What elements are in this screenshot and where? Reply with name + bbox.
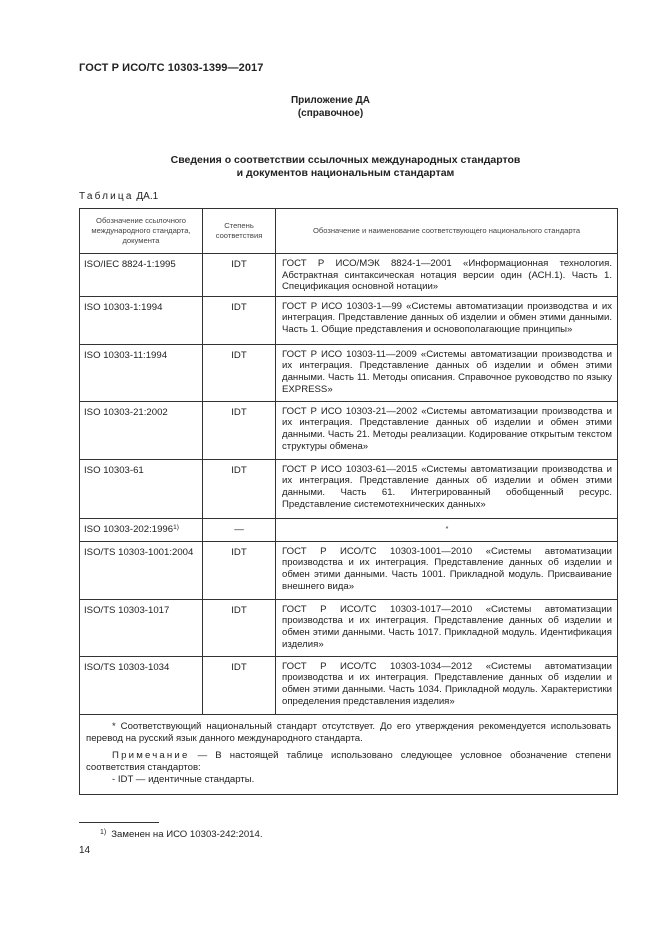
page-number: 14 (79, 845, 91, 856)
cell-reference: ISO 10303-21:2002 (80, 401, 203, 459)
header-degree: Степень соответствия (203, 209, 276, 254)
heading-line-2: и документов национальным стандартам (236, 167, 455, 179)
annex-title-block (0, 94, 661, 120)
cell-degree: IDT (203, 254, 276, 297)
note-text: — В настоящей таблице использовано следующее условное обозначение степени соответствия стандартов: (86, 750, 611, 774)
cell-degree: IDT (203, 296, 276, 344)
cell-national: ГОСТ Р ИСО 10303-11—2009 «Системы автоматизации производства и их интеграция. Представление данных об изделии и обмен этими данными. Часть 11. Методы описания. Справочное руководство по языку EXPRESS» (276, 344, 618, 401)
cell-national: ГОСТ Р ИСО 10303-61—2015 «Системы автоматизации производства и их интеграция. Представление данных об изделии и обмен этими данными. Часть 61. Интегрированный обобщенный ресурс. Представление системотехнических данных» (276, 459, 618, 518)
footnote-mark: 1) (100, 829, 107, 836)
cell-reference: ISO/TS 10303-1017 (80, 599, 203, 656)
cell-national: ГОСТ Р ИСО/ТС 10303-1017—2010 «Системы автоматизации производства и их интеграция. Представление данных об изделии и обмен этими данными. Часть 1017. Прикладной модуль. Идентификация изделия» (276, 599, 618, 656)
note-paragraph (86, 750, 611, 774)
header-reference: Обозначение ссылочного международного стандарта, документа (80, 209, 203, 254)
annex-title: Приложение ДА (290, 95, 371, 106)
correspondence-table (79, 208, 618, 795)
cell-reference: ISO/TS 10303-1001:2004 (80, 541, 203, 599)
cell-degree: IDT (203, 401, 276, 459)
table-caption (79, 191, 158, 202)
cell-reference-text: ISO 10303-202:1996 (84, 523, 174, 535)
asterisk-note: * Соответствующий национальный стандарт отсутствует. До его утверждения рекомендуется использовать перевод на русский язык данного международного стандарта. (86, 720, 611, 744)
cell-national: ГОСТ Р ИСО/МЭК 8824-1—2001 «Информационная технология. Абстрактная синтаксическая нотация версии один (АСН.1). Часть 1. Спецификация основной нотации» (276, 254, 618, 297)
footnote-text: Заменен на ИСО 10303-242:2014. (111, 829, 263, 840)
table-notes (80, 714, 618, 794)
footnote (79, 829, 263, 840)
table-caption-word: Таблица (79, 191, 134, 202)
table-row (80, 401, 618, 459)
cell-national (276, 518, 618, 541)
cell-national: ГОСТ Р ИСО/ТС 10303-1001—2010 «Системы автоматизации производства и их интеграция. Представление данных об изделии и обмен этими данными. Часть 1001. Прикладной модуль. Присваивание внешнего вида» (276, 541, 618, 599)
cell-national: ГОСТ Р ИСО 10303-21—2002 «Системы автоматизации производства и их интеграция. Представление данных об изделии и обмен этими данными. Часть 21. Методы реализации. Кодирование открытым текстом структуры обмена» (276, 401, 618, 459)
idt-definition: - IDT — идентичные стандарты. (112, 773, 255, 785)
table-row (80, 344, 618, 401)
cell-reference: ISO/TS 10303-1034 (80, 656, 203, 714)
table-row (80, 541, 618, 599)
cell-national: ГОСТ Р ИСО/ТС 10303-1034—2012 «Системы автоматизации производства и их интеграция. Представление данных об изделии и обмен этими данными. Часть 1034. Прикладной модуль. Характеристики определения представления изделия» (276, 656, 618, 714)
table-row (80, 296, 618, 344)
header-national: Обозначение и наименование соответствующего национального стандарта (276, 209, 618, 254)
cell-degree: IDT (203, 344, 276, 401)
cell-reference: ISO 10303-61 (80, 459, 203, 518)
table-row (80, 254, 618, 297)
table-row (80, 518, 618, 541)
table-notes-row (80, 714, 618, 794)
table-header-row (80, 209, 618, 254)
footnote-divider (79, 822, 159, 823)
asterisk-marker: * (445, 525, 449, 533)
cell-reference: ISO/IEC 8824-1:1995 (80, 254, 203, 297)
table-row (80, 459, 618, 518)
cell-national: ГОСТ Р ИСО 10303-1—99 «Системы автоматизации производства и их интеграция. Представление данных об изделии и обмен этими данными. Часть 1. Общие представления и основополагающие принципы» (276, 296, 618, 344)
table-row (80, 656, 618, 714)
cell-reference (80, 518, 203, 541)
cell-reference: ISO 10303-11:1994 (80, 344, 203, 401)
table-row (80, 599, 618, 656)
cell-degree: IDT (203, 656, 276, 714)
annex-type: (справочное) (297, 108, 364, 119)
heading-line-1: Сведения о соответствии ссылочных международных стандартов (170, 154, 521, 166)
note-label: Примечание (112, 750, 190, 762)
cell-degree: IDT (203, 541, 276, 599)
cell-degree: IDT (203, 599, 276, 656)
document-code: ГОСТ Р ИСО/ТС 10303-1399—2017 (79, 62, 264, 74)
table-caption-number: ДА.1 (136, 191, 159, 202)
cell-degree: IDT (203, 459, 276, 518)
cell-reference: ISO 10303-1:1994 (80, 296, 203, 344)
cell-degree: — (203, 518, 276, 541)
footnote-marker: 1) (173, 523, 179, 531)
section-heading (0, 154, 661, 180)
